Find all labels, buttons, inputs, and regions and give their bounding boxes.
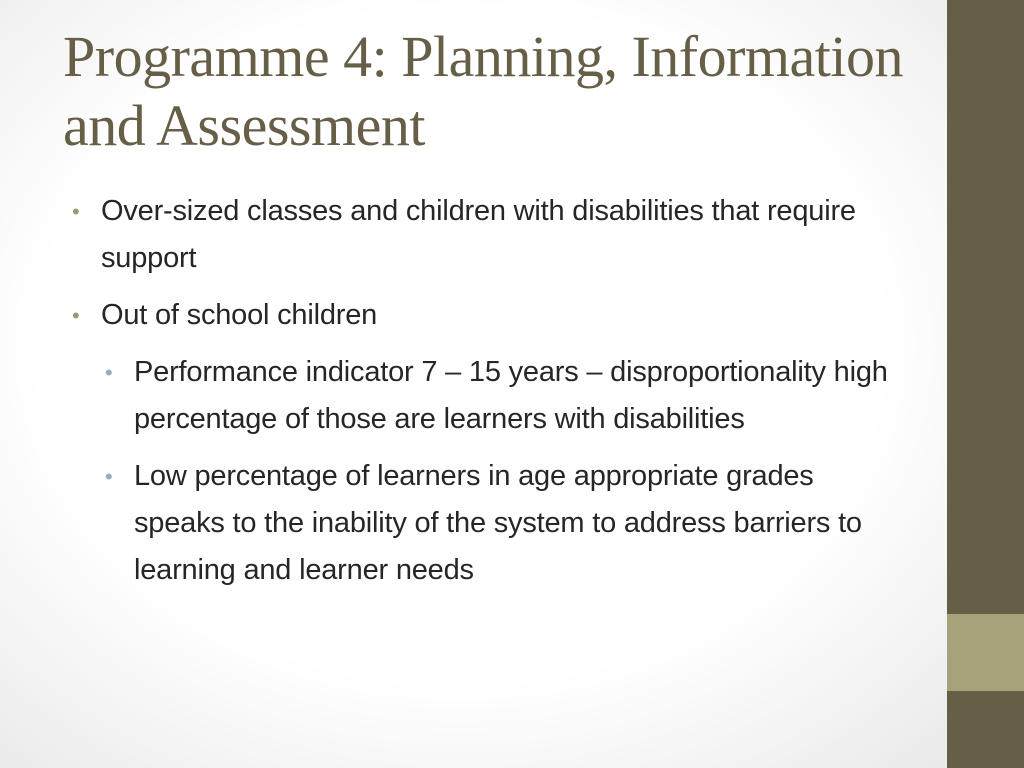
bullet-text: Low percentage of learners in age appropriate grades speaks to the inability of the system to address barriers to learning and learner needs: [134, 460, 862, 586]
bullet-text: Out of school children: [101, 299, 378, 331]
bullet-dot-icon: •: [105, 464, 113, 489]
bullet-dot-icon: •: [72, 303, 80, 328]
bullet-dot-icon: •: [105, 360, 113, 385]
bullet-text: Performance indicator 7 – 15 years – disproportionality high percentage of those are learners with disabilities: [134, 356, 888, 435]
bullet-list: [72, 188, 902, 604]
slide-title: Programme 4: Planning, Information and Assessment: [63, 24, 903, 158]
bullet-dot-icon: •: [72, 199, 80, 224]
bullet-item: [72, 188, 902, 282]
sub-bullet-item: [105, 349, 902, 443]
sub-bullet-item: [105, 453, 902, 594]
sidebar-accent-block: [947, 614, 1024, 691]
bullet-text: Over-sized classes and children with disabilities that require support: [101, 195, 856, 274]
bullet-item: [72, 292, 902, 339]
